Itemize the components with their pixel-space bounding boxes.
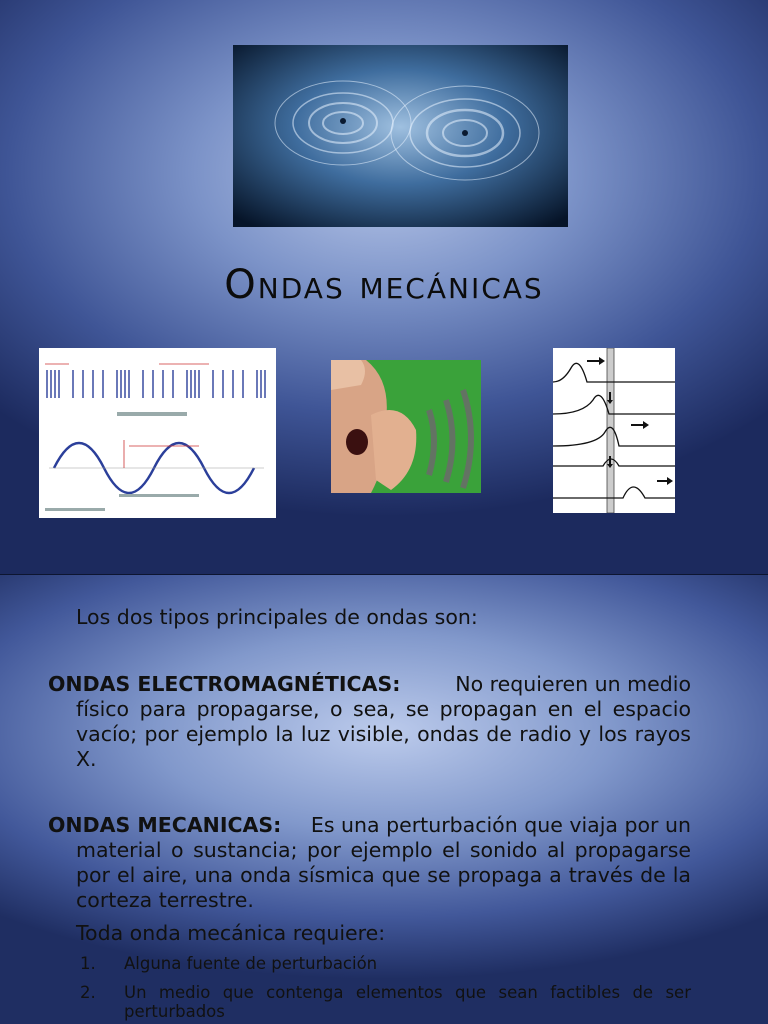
- list-item-text: Un medio que contenga elementos que sean factibles de ser perturbados: [124, 983, 691, 1021]
- list-item-number: 2.: [80, 983, 96, 1002]
- em-first-line: [48, 672, 691, 697]
- list-item-text: Alguna fuente de perturbación: [124, 954, 378, 973]
- shouting-person-image: [331, 360, 481, 493]
- em-rest: físico para propagarse, o sea, se propagan en el espacio vacío; por ejemplo la luz visible, ondas de radio y los rayos X.: [76, 697, 691, 771]
- intro-text: Los dos tipos principales de ondas son:: [76, 605, 478, 629]
- requirement-text: Toda onda mecánica requiere:: [76, 921, 386, 945]
- mec-line1: Es una perturbación que viaja por un: [310, 813, 691, 837]
- pulse-propagation-image: [553, 348, 675, 513]
- water-ripples-image: [233, 45, 568, 227]
- mec-first-line: [48, 813, 691, 838]
- list-item-number: 1.: [80, 954, 96, 973]
- wave-diagram-image: [39, 348, 276, 518]
- em-line1: No requieren un medio: [455, 672, 691, 696]
- em-label: ONDAS ELECTROMAGNÉTICAS:: [48, 672, 401, 696]
- mec-label: ONDAS MECANICAS:: [48, 813, 282, 837]
- slide-content: [0, 575, 768, 1024]
- slide-title-text: Ondas mecánicas: [224, 262, 544, 308]
- mec-rest: material o sustancia; por ejemplo el sonido al propagarse por el aire, una onda sísmica que se propaga a través de la corteza terrestre.: [76, 838, 691, 912]
